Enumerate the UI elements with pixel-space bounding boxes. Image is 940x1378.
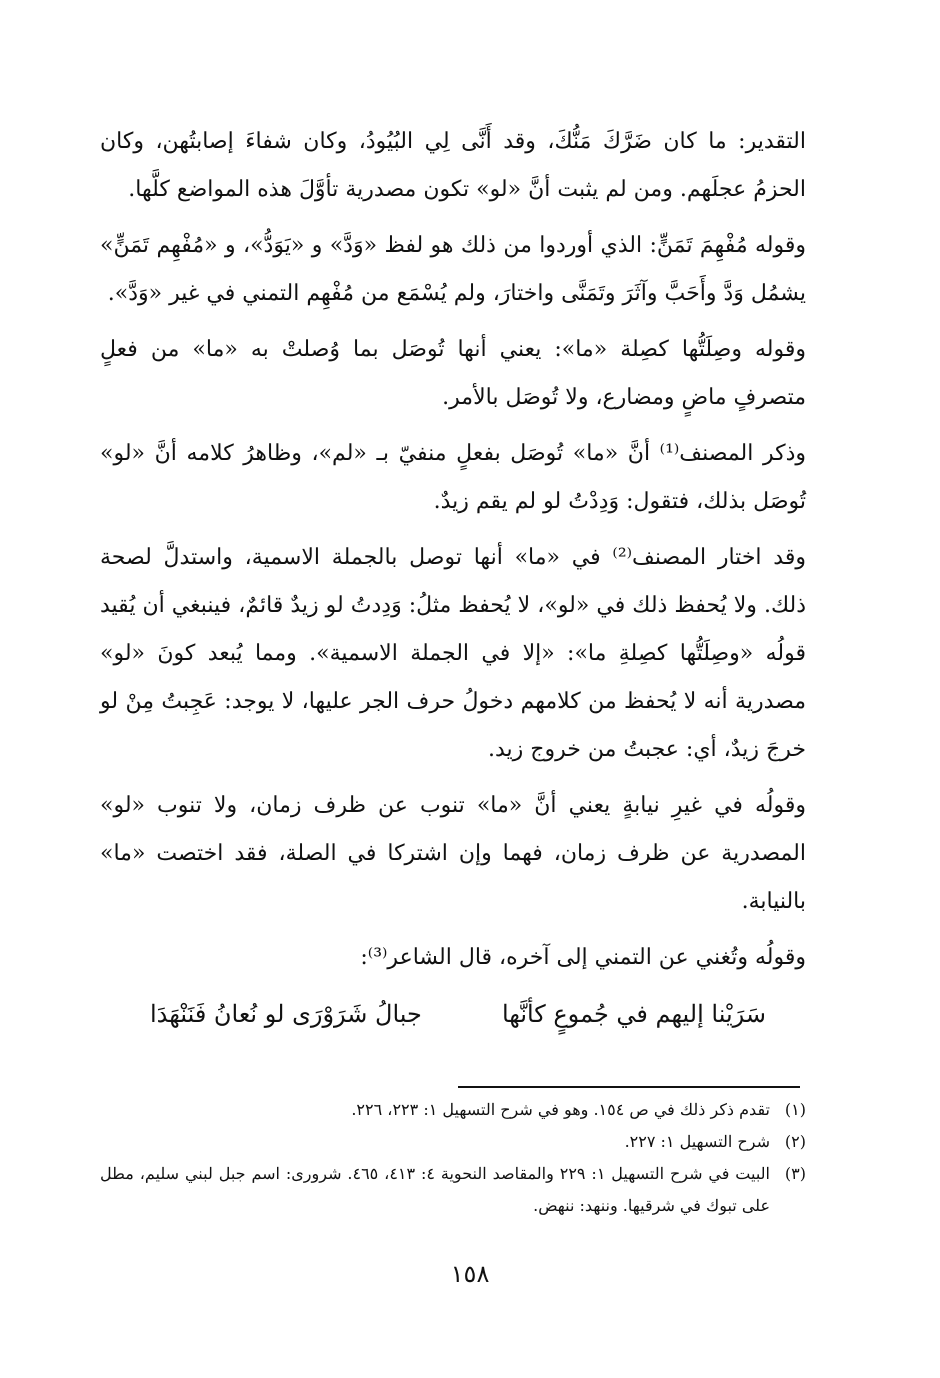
- main-text: [100, 118, 806, 1038]
- paragraph-7: وقولُه وتُغني عن التمني إلى آخره، قال الشاعر⁽³⁾:: [360, 945, 806, 970]
- footnote-number: (٣): [784, 1164, 806, 1183]
- footnote-2: [100, 1126, 806, 1158]
- footnote-divider: [458, 1086, 800, 1088]
- footnote-number: (٢): [784, 1132, 806, 1151]
- footnotes: [100, 1094, 806, 1222]
- paragraph-2: وقوله مُفْهِمَ تَمَنٍّ: الذي أوردوا من ذلك هو لفظ «وَدَّ» و «يَوَدُّ»، و «مُفْهِم تَمَنٍّ» يشمُل وَدَّ وأَحَبَّ وآثَرَ وتَمَنَّى واختارَ، ولم يُسْمَع من مُفْهِم التمني في غير «وَدَّ».: [100, 233, 806, 306]
- paragraph-6: وقولُه في غيرِ نيابةٍ يعني أنَّ «ما» تنوب عن ظرف زمان، ولا تنوب «لو» المصدرية عن ظرف زمان، فهما وإن اشتركا في الصلة، فقد اختصت «ما» بالنيابة.: [100, 793, 806, 914]
- poem-first-hemistich: سَرَيْنا إليهم في جُموعٍ كأنَّها: [501, 1000, 766, 1028]
- footnote-text: البيت في شرح التسهيل ١: ٢٢٩ والمقاصد النحوية ٤: ٤١٣، ٤٦٥. شرورى: اسم جبل لبني سليم، مطل على تبوك في شرقيها. وننهد: ننهض.: [100, 1164, 770, 1215]
- footnote-1: [100, 1094, 806, 1126]
- footnote-text: شرح التسهيل ١: ٢٢٧.: [624, 1132, 770, 1151]
- footnote-text: تقدم ذكر ذلك في ص ١٥٤. وهو في شرح التسهيل ١: ٢٢٣، ٢٢٦.: [351, 1100, 770, 1119]
- page-number: ١٥٨: [450, 1260, 490, 1288]
- paragraph-5: وقد اختار المصنف⁽²⁾ في «ما» أنها توصل بالجملة الاسمية، واستدلَّ لصحة ذلك. ولا يُحفظ ذلك في «لو»، لا يُحفظ مثلُ: وَدِدتُ لو زيدٌ قائمٌ، فينبغي أن يُقيد قولُه «وصِلَتُّها كصِلةِ ما»: «إلا في الجملة الاسمية». ومما يُبعد كونَ «لو» مصدرية أنه لا يُحفظ من كلامهم دخولُ حرف الجر عليها، لا يوجد: عَجِبتُ مِنْ لو خرجَ زيدٌ، أي: عجبتُ من خروج زيد.: [100, 545, 806, 762]
- footnote-number: (١): [784, 1100, 806, 1119]
- paragraph-4: وذكر المصنف⁽¹⁾ أنَّ «ما» تُوصَل بفعلٍ منفيّ بـ «لم»، وظاهرُ كلامه أنَّ «لو» تُوصَل بذلك، فتقول: وَدِدْتُ لو لم يقم زيدٌ.: [100, 441, 806, 514]
- paragraph-1: التقدير: ما كان ضَرَّكَ مَنُّكَ، وقد أَنَّى لِي البُيُودُ، وكان شفاءَ إصابتُهن، وكان الحزمُ عجلَهم. ومن لم يثبت أنَّ «لو» تكون مصدرية تأوَّلَ هذه المواضع كلَّها.: [100, 129, 806, 202]
- paragraph-3: وقوله وصِلَتُّها كصِلة «ما»: يعني أنها تُوصَل بما وُصلتْ به «ما» من فعلٍ متصرفٍ ماضٍ ومضارع، ولا تُوصَل بالأمر.: [100, 337, 806, 410]
- poem-verse: [100, 990, 806, 1038]
- poem-second-hemistich: جبالُ شَرَوْرَى لو نُعانُ فَنَنْهَدَا: [150, 1000, 422, 1028]
- footnote-3: [100, 1158, 806, 1222]
